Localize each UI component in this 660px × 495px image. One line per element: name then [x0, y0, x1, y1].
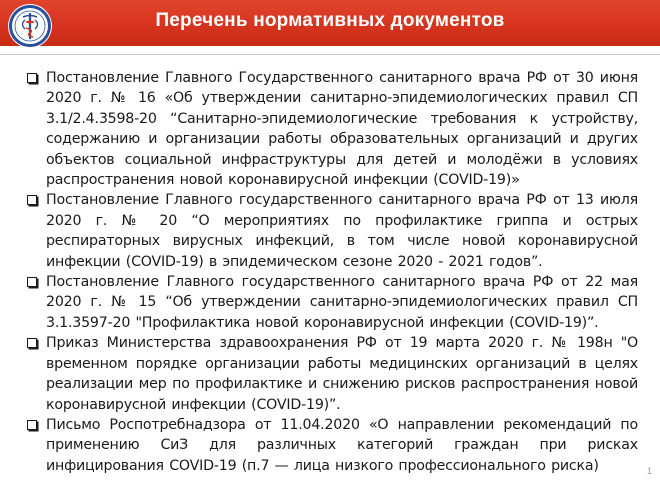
page-number: 1 — [646, 466, 652, 476]
hollow-square-bullet-icon — [27, 338, 37, 348]
documents-list — [26, 68, 638, 476]
slide-header — [0, 0, 660, 46]
list-item — [26, 415, 638, 476]
page-title: Перечень нормативных документов — [155, 10, 505, 31]
hollow-square-bullet-icon — [27, 195, 37, 205]
document-text: Письмо Роспотребнадзора от 11.04.2020 «О направлении рекомендаций по применению СиЗ для различных категорий граждан при рисках инфицирования COVID-19 (п.7 — лица низкого профессионального риска) — [46, 416, 638, 474]
list-item — [26, 272, 638, 333]
hollow-square-bullet-icon — [27, 277, 37, 287]
document-text: Приказ Министерства здравоохранения РФ от 19 марта 2020 г. № 198н "О временном порядке организации работы медицинских организаций в целях реализации мер по профилактике и снижению рисков распространения новой коронавирусной инфекции (COVID-19)”. — [46, 335, 638, 413]
header-divider — [0, 54, 660, 55]
list-item — [26, 68, 638, 190]
document-text: Постановление Главного государственного санитарного врача РФ от 22 мая 2020 г. № 15 “Об утверждении санитарно-эпидемиологических правил СП 3.1.3597-20 "Профилактика новой коронавирусной инфекции (COVID-19)”. — [46, 274, 638, 331]
document-text: Постановление Главного государственного санитарного врача РФ от 13 июля 2020 г. № 20 “О мероприятиях по профилактике гриппа и острых респираторных вирусных инфекций, в том числе новой коронавирусной инфекции (COVID-19) в эпидемическом сезоне 2020 - 2021 годов”. — [46, 192, 638, 270]
document-text: Постановление Главного Государственного санитарного врача РФ от 30 июня 2020 г. № 16 «Об утверждении санитарно-эпидемиологических правил СП 3.1/2.4.3598-20 “Санитарно-эпидемиологические требования к устройству, содержанию и организации работы образовательных организаций и других объектов социальной инфраструктуры для детей и молодёжи в условиях распространения новой коронавирусной инфекции (COVID-19)» — [46, 70, 638, 189]
list-item — [26, 190, 638, 272]
list-item — [26, 333, 638, 415]
hollow-square-bullet-icon — [27, 73, 37, 83]
hollow-square-bullet-icon — [27, 420, 37, 430]
